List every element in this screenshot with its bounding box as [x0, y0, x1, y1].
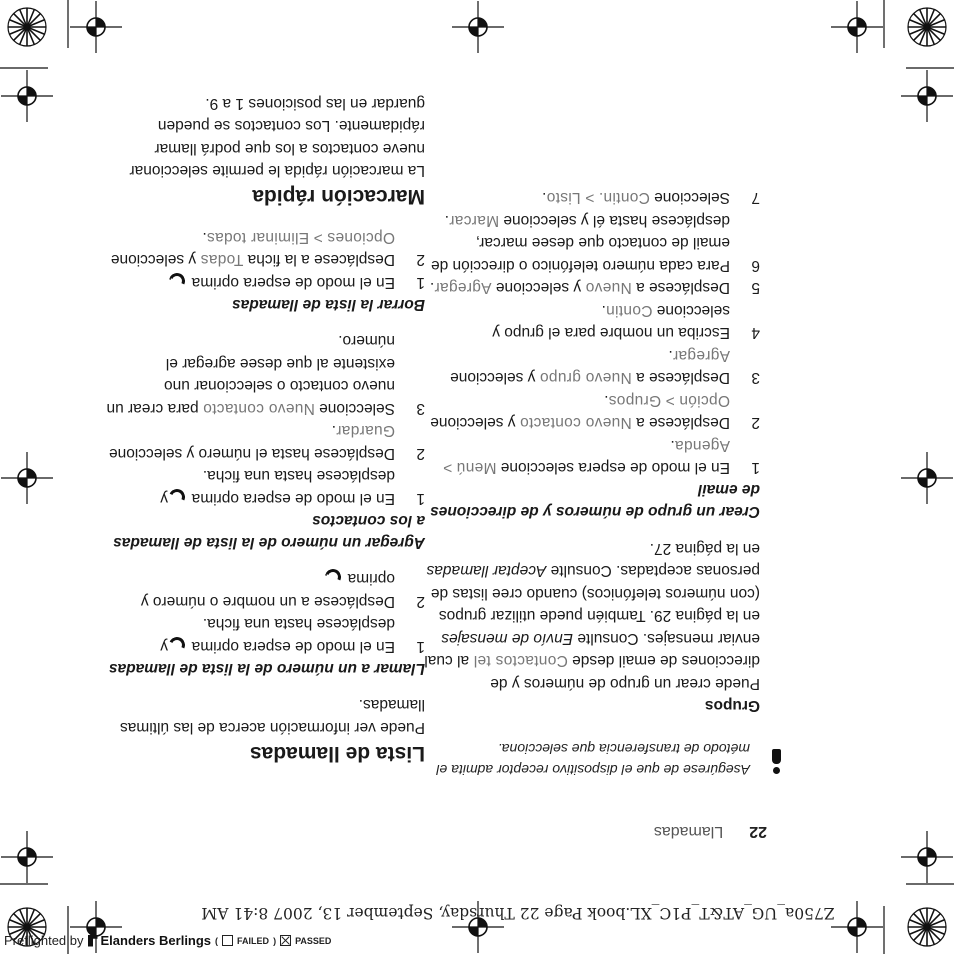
grupos-intro: Puede crear un grupo de números y de direcciones de email desde Contactos tel al cual enviar mensajes. Consulte Envío de mensajes en la página 29. También puede utilizar grupos (con números telefónicos) cuando cree listas de personas aceptadas. Consulte Aceptar llamadas en la página 27. [424, 540, 760, 692]
failed-label: FAILED [237, 935, 270, 946]
crosshair-registration-mark [70, 1, 122, 53]
list-item: 6 Para cada número telefónico o dirección de email de contacto que desee marcar, desplácese hasta él y seleccione Marcar. [431, 212, 760, 274]
marcacion-text: La marcación rápida le permite seleccionar nueve contactos a los que podrá llamar rápidamente. Los contactos se pueden guardar en las posiciones 1 a 9. [129, 95, 425, 180]
page-number: 22 [749, 823, 767, 840]
list-item: 5 Desplácese a Nuevo y seleccione Agregar. [429, 279, 760, 297]
list-item: 2 Desplácese hasta el número y seleccione Guardar. [108, 422, 425, 462]
page-header [654, 822, 767, 840]
phone-call-icon [172, 277, 187, 289]
preflight-brand-name: Elanders Berlings [100, 933, 212, 948]
marcacion-heading: Marcación rápida [252, 185, 425, 209]
book-page [100, 90, 860, 850]
phone-call-icon [172, 493, 187, 505]
llamar-steps [105, 567, 425, 657]
list-item: 3 Seleccione Nuevo contacto para crear un nuevo contacto o seleccionar uno existente al que desee agregar el número. [106, 332, 425, 417]
borrar-heading: Borrar la lista de llamadas [232, 296, 425, 313]
lista-intro: Puede ver información acerca de las últimas llamadas. [120, 696, 425, 736]
phone-call-icon [328, 574, 343, 586]
info-icon [771, 749, 782, 774]
color-bar-mark [8, 8, 46, 46]
book-slug: Z750a_UG_AT&T_P1C_XL.book Page 22 Thursday, September 13, 2007 8:41 AM [201, 904, 835, 922]
list-item: 1 En el modo de espera oprima y desplácese hasta una ficha. [160, 467, 425, 507]
preflight-label: Preflighted by [4, 933, 84, 948]
transfer-note [420, 738, 760, 780]
list-item: 4 Escriba un nombre para el grupo y seleccione Contin. [492, 302, 760, 342]
passed-label: PASSED [295, 935, 332, 946]
list-item: 1 En el modo de espera seleccione Menú > Agenda. [442, 437, 760, 477]
grupos-heading: Grupos [704, 697, 760, 714]
llamar-heading: Llamar a un número de la lista de llamadas [108, 660, 425, 677]
crear-grupo-steps [420, 186, 760, 479]
right-column [105, 92, 425, 769]
borrar-steps [105, 226, 425, 294]
list-item: 2 Desplácese a la ficha Todas y seleccione Opciones > Eliminar todas. [110, 229, 425, 269]
list-item: 1 En el modo de espera oprima . [168, 274, 425, 291]
transfer-note-text: Asegúrese de que el dispositivo receptor admita el método de transferencia que selecciona. [436, 741, 750, 778]
section-name: Llamadas [653, 823, 724, 840]
phone-call-icon [172, 641, 187, 653]
list-item: 2 Desplácese a Nuevo contacto y seleccione Opción > Grupos. [430, 392, 760, 432]
elanders-logo-icon [88, 935, 98, 947]
lista-heading: Lista de llamadas [249, 742, 425, 765]
crear-grupo-heading: Crear un grupo de números y de direcciones de email [430, 481, 760, 521]
left-column [420, 186, 760, 780]
agregar-steps [105, 329, 425, 509]
list-item: 2 Desplácese a un nombre o número y oprima . [140, 570, 425, 610]
agregar-heading: Agregar un número de la lista de llamadas a los contactos [113, 512, 425, 551]
list-item: 1 En el modo de espera oprima y desplácese hasta una ficha. [160, 615, 425, 655]
preflight-brand [88, 933, 212, 948]
failed-checkbox-icon [222, 935, 233, 946]
list-item: 7 Seleccione Contin. > Listo. [542, 189, 760, 207]
passed-checkbox-icon [280, 935, 291, 946]
list-item: 3 Desplácese a Nuevo grupo y seleccione Agregar. [450, 347, 760, 387]
preflight-bar: Preflighted by Elanders Berlings ( FAILED ) PASSED [4, 933, 332, 948]
